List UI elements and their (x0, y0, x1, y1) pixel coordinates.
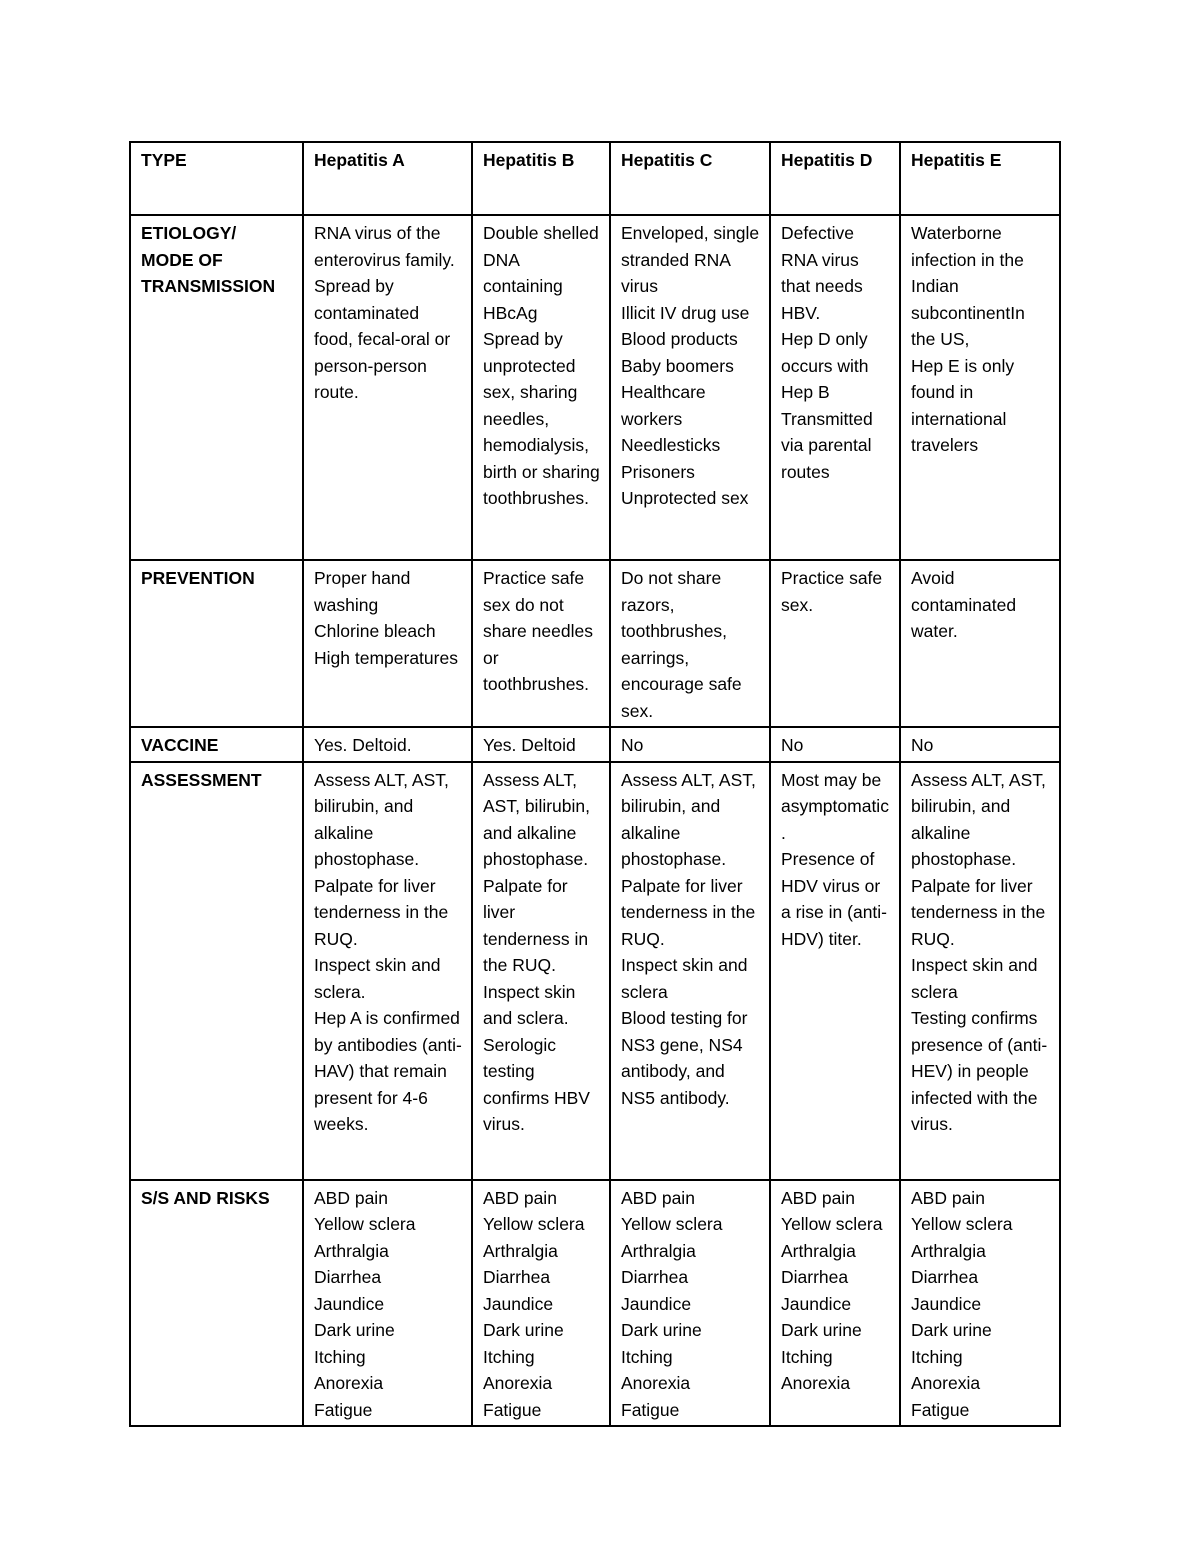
cell-text-line: Inspect skin and sclera (911, 955, 1043, 1002)
cell-text-line: Yellow sclera (621, 1214, 723, 1234)
cell-text-line: Anorexia (911, 1373, 981, 1393)
cell-text-line: Arthralgia (621, 1240, 696, 1261)
cell-text-line: ABD pain (314, 1187, 388, 1208)
cell-text-line: Diarrhea (314, 1267, 382, 1287)
cell-text-line: Serologic testing confirms HBV virus. (483, 1034, 595, 1134)
etiology-row (130, 215, 1060, 560)
cell-hepatitis-a (303, 1180, 472, 1427)
cell-text-line: Transmitted via parental routes (781, 408, 878, 482)
cell-text-line: Fatigue (621, 1399, 680, 1420)
cell-hepatitis-a (303, 727, 472, 762)
symptoms-risks-row (130, 1180, 1060, 1427)
cell-text-line: Anorexia (314, 1373, 384, 1393)
cell-hepatitis-a (303, 762, 472, 1180)
row-label: PREVENTION (130, 560, 303, 727)
hepatitis-comparison-table (129, 141, 1061, 1427)
cell-text-line: Yellow sclera (911, 1214, 1013, 1234)
cell-text-line: ABD pain (911, 1187, 985, 1208)
cell-text-line: No (621, 735, 644, 755)
cell-hepatitis-e (900, 215, 1060, 560)
cell-text-line: Double shelled DNA containing HBcAg (483, 223, 604, 323)
cell-text-line: Testing confirms presence of (anti-HEV) in people infected with the virus. (911, 1008, 1048, 1134)
cell-text-line: Arthralgia (911, 1240, 986, 1261)
cell-hepatitis-e (900, 762, 1060, 1180)
cell-text-line: Waterborne infection in the Indian subcontinentIn the US, (911, 223, 1030, 349)
cell-hepatitis-b (472, 1180, 610, 1427)
cell-text-line: Dark urine (911, 1320, 992, 1340)
cell-text-line: Practice safe sex. (781, 568, 888, 615)
vaccine-row (130, 727, 1060, 762)
cell-text-line: Yellow sclera (781, 1214, 883, 1234)
cell-hepatitis-c (610, 762, 770, 1180)
cell-hepatitis-b (472, 215, 610, 560)
cell-text-line: Spread by contaminated food, fecal-oral or person-person route. (314, 276, 456, 402)
cell-text-line: ABD pain (781, 1187, 855, 1208)
cell-text-line: Palpate for liver tenderness in the RUQ. (314, 875, 454, 949)
cell-text-line: Itching (314, 1346, 366, 1367)
cell-text-line: Arthralgia (314, 1240, 389, 1261)
cell-text-line: Assess ALT, AST, bilirubin, and alkaline phostophase. (621, 769, 761, 869)
cell-text-line: Chlorine bleach (314, 621, 436, 641)
cell-text-line: Yellow sclera (483, 1214, 585, 1234)
cell-text-line: Dark urine (314, 1320, 395, 1340)
cell-hepatitis-d (770, 727, 900, 762)
cell-text-line: Illicit IV drug use (621, 302, 750, 323)
cell-text-line: Dark urine (781, 1320, 862, 1340)
cell-text-line: High temperatures (314, 647, 458, 668)
assessment-row (130, 762, 1060, 1180)
row-label: S/S AND RISKS (130, 1180, 303, 1427)
column-header-hepatitis-c: Hepatitis C (610, 142, 770, 215)
cell-text-line: Needlesticks (621, 435, 721, 455)
cell-text-line: Diarrhea (781, 1267, 849, 1287)
cell-text-line: Do not share razors, toothbrushes, earrings, encourage safe sex. (621, 568, 747, 721)
cell-text-line: Diarrhea (911, 1267, 979, 1287)
cell-hepatitis-c (610, 560, 770, 727)
cell-text-line: Anorexia (483, 1373, 553, 1393)
cell-text-line: Yellow sclera (314, 1214, 416, 1234)
cell-text-line: Assess ALT, AST, bilirubin, and alkaline phostophase. Palpate for liver tenderness in the RUQ. (483, 769, 595, 975)
cell-text-line: No (911, 735, 934, 755)
cell-text-line: Jaundice (911, 1293, 982, 1314)
cell-text-line: Yes. Deltoid. (314, 735, 412, 755)
row-label: ETIOLOGY/ MODE OF TRANSMISSION (130, 215, 303, 560)
cell-text-line: Assess ALT, AST, bilirubin, and alkaline phostophase. (314, 769, 454, 869)
cell-text-line: Diarrhea (621, 1267, 689, 1287)
cell-hepatitis-a (303, 215, 472, 560)
header-row (130, 142, 1060, 215)
cell-text-line: Spread by unprotected sex, sharing needles, hemodialysis, birth or sharing toothbrushes. (483, 329, 605, 508)
cell-text-line: Proper hand washing (314, 568, 416, 615)
cell-text-line: Palpate for liver tenderness in the RUQ. (621, 875, 761, 949)
cell-text-line: Itching (483, 1346, 535, 1367)
cell-text-line: Arthralgia (483, 1240, 558, 1261)
cell-text-line: Hep D only occurs with Hep B (781, 329, 874, 402)
cell-hepatitis-e (900, 560, 1060, 727)
cell-hepatitis-d (770, 215, 900, 560)
cell-text-line: Jaundice (621, 1293, 692, 1314)
cell-text-line: RNA virus of the enterovirus family. (314, 223, 455, 270)
cell-text-line: No (781, 735, 804, 755)
row-label: VACCINE (130, 727, 303, 762)
cell-text-line: Arthralgia (781, 1240, 856, 1261)
cell-text-line: Baby boomers (621, 355, 734, 376)
cell-text-line: Defective RNA virus that needs HBV. (781, 223, 868, 323)
cell-hepatitis-c (610, 215, 770, 560)
cell-text-line: Diarrhea (483, 1267, 551, 1287)
cell-text-line: Avoid contaminated water. (911, 568, 1021, 641)
cell-text-line: Yes. Deltoid (483, 735, 576, 755)
column-header-hepatitis-e: Hepatitis E (900, 142, 1060, 215)
cell-text-line: Healthcare workers (621, 382, 711, 429)
cell-hepatitis-b (472, 727, 610, 762)
cell-hepatitis-d (770, 1180, 900, 1427)
cell-hepatitis-c (610, 1180, 770, 1427)
cell-text-line: Itching (781, 1346, 833, 1367)
cell-text-line: Blood products (621, 329, 738, 349)
cell-text-line: Inspect skin and sclera. (314, 955, 446, 1002)
cell-text-line: Hep E is only found in international travelers (911, 355, 1019, 455)
cell-text-line: Fatigue (483, 1399, 542, 1420)
cell-text-line: ABD pain (621, 1187, 695, 1208)
cell-hepatitis-c (610, 727, 770, 762)
cell-text-line: Hep A is confirmed by antibodies (anti-HAV) that remain present for 4-6 weeks. (314, 1008, 465, 1134)
column-header-hepatitis-a: Hepatitis A (303, 142, 472, 215)
cell-text-line: Dark urine (621, 1320, 702, 1340)
column-header-hepatitis-b: Hepatitis B (472, 142, 610, 215)
cell-text-line: Itching (911, 1346, 963, 1367)
type-header-cell: TYPE (130, 142, 303, 215)
column-header-hepatitis-d: Hepatitis D (770, 142, 900, 215)
cell-text-line: Most may be asymptomatic. (781, 769, 889, 843)
cell-text-line: Assess ALT, AST, bilirubin, and alkaline phostophase. (911, 769, 1051, 869)
cell-text-line: Practice safe sex do not share needles or toothbrushes. (483, 568, 598, 694)
cell-text-line: Inspect skin and sclera (621, 955, 753, 1002)
cell-hepatitis-e (900, 1180, 1060, 1427)
cell-text-line: Anorexia (621, 1373, 691, 1393)
row-label: ASSESSMENT (130, 762, 303, 1180)
cell-text-line: Inspect skin and sclera. (483, 981, 581, 1028)
cell-text-line: Presence of HDV virus or a rise in (anti- HDV) titer. (781, 849, 892, 949)
cell-text-line: Prisoners (621, 461, 695, 482)
cell-hepatitis-d (770, 762, 900, 1180)
cell-hepatitis-b (472, 762, 610, 1180)
cell-hepatitis-b (472, 560, 610, 727)
cell-text-line: Fatigue (911, 1399, 970, 1420)
cell-text-line: Itching (621, 1346, 673, 1367)
cell-text-line: ABD pain (483, 1187, 557, 1208)
cell-text-line: Jaundice (483, 1293, 554, 1314)
cell-hepatitis-a (303, 560, 472, 727)
cell-text-line: Dark urine (483, 1320, 564, 1340)
cell-text-line: Jaundice (314, 1293, 385, 1314)
cell-text-line: Jaundice (781, 1293, 852, 1314)
cell-text-line: Blood testing for NS3 gene, NS4 antibody, and NS5 antibody. (621, 1008, 753, 1108)
cell-text-line: Fatigue (314, 1399, 373, 1420)
cell-text-line: Anorexia (781, 1373, 851, 1393)
cell-hepatitis-d (770, 560, 900, 727)
cell-text-line: Unprotected sex (621, 488, 749, 508)
cell-text-line: Palpate for liver tenderness in the RUQ. (911, 875, 1051, 949)
prevention-row (130, 560, 1060, 727)
cell-text-line: Enveloped, single stranded RNA virus (621, 223, 765, 296)
cell-hepatitis-e (900, 727, 1060, 762)
